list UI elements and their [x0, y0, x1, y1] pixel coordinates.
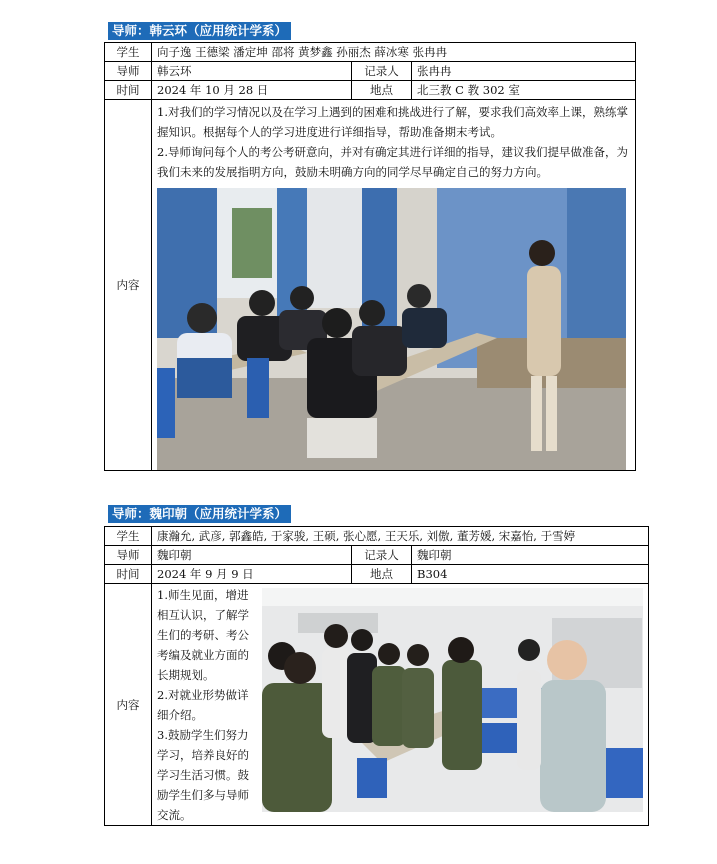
content-paragraph: 2.导师询问每个人的考公考研意向，并对有确定其进行详细的指导，建议我们提早做准备，为我们未来的发展指明方向，鼓励未明确方向的同学尽早确定自己的努力方向。: [157, 145, 628, 179]
meeting-photo: [262, 588, 643, 812]
content-label: 内容: [105, 584, 152, 826]
content-paragraph: 1.师生见面，增进相互认识，了解学生们的考研、考公考编及就业方面的长期规划。: [157, 588, 249, 682]
content-paragraph: 1.对我们的学习情况以及在学习上遇到的困难和挑战进行了解，要求我们高效率上课，熟练掌握知识。根据每个人的学习进度进行详细指导，帮助准备期末考试。: [157, 105, 628, 139]
content-cell: [152, 100, 636, 471]
content-row: [105, 100, 636, 471]
section-title-1: 导师：韩云环（应用统计学系）: [108, 22, 291, 40]
time-row: [105, 565, 649, 584]
mentor-row: [105, 546, 649, 565]
mentor-label: 导师: [105, 62, 152, 81]
time-row: [105, 81, 636, 100]
time-label: 时间: [105, 565, 152, 584]
mentor-label: 导师: [105, 546, 152, 565]
mentor-value: 魏印朝: [152, 546, 352, 565]
time-label: 时间: [105, 81, 152, 100]
students-row: [105, 43, 636, 62]
mentor-value: 韩云环: [152, 62, 352, 81]
content-paragraph: 3.鼓励学生们努力学习，培养良好的学习生活习惯。鼓励学生们多与导师交流。: [157, 728, 249, 822]
content-row: [105, 584, 649, 826]
students-row: [105, 527, 649, 546]
students-value: 向子逸 王德梁 潘定坤 邵将 黄梦鑫 孙丽杰 薛冰寒 张冉冉: [152, 43, 636, 62]
place-value: B304: [412, 565, 649, 584]
recorder-value: 魏印朝: [412, 546, 649, 565]
content-label: 内容: [105, 100, 152, 471]
section-title-2: 导师：魏印朝（应用统计学系）: [108, 505, 291, 523]
time-value: 2024 年 9 月 9 日: [152, 565, 352, 584]
content-cell: [152, 584, 649, 826]
place-label: 地点: [352, 81, 412, 100]
recorder-label: 记录人: [352, 62, 412, 81]
record-table-2: [104, 526, 649, 826]
students-value: 康瀚允, 武彦, 郭鑫皓, 于家骏, 王硕, 张心愿, 王天乐, 刘傲, 董芳媛, 宋嘉怡, 于雪婷: [152, 527, 649, 546]
time-value: 2024 年 10 月 28 日: [152, 81, 352, 100]
recorder-value: 张冉冉: [412, 62, 636, 81]
mentor-row: [105, 62, 636, 81]
students-label: 学生: [105, 43, 152, 62]
classroom-photo: [157, 188, 626, 470]
record-table-1: [104, 42, 636, 471]
students-label: 学生: [105, 527, 152, 546]
place-value: 北三教 C 教 302 室: [412, 81, 636, 100]
recorder-label: 记录人: [352, 546, 412, 565]
content-paragraph: 2.对就业形势做详细介绍。: [157, 688, 249, 722]
place-label: 地点: [352, 565, 412, 584]
